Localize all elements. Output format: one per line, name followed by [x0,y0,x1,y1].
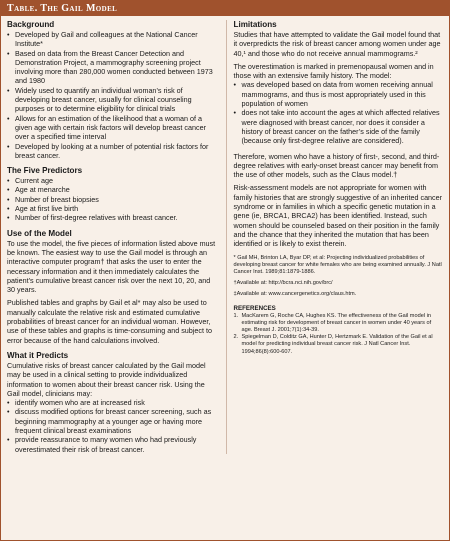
list-item: • Age at menarche [7,185,219,194]
list-item: • Age at first live birth [7,204,219,213]
limitations-list [234,80,444,145]
use-heading: Use of the Model [7,228,72,238]
table-title: Table. The Gail Model [1,1,449,16]
list-item: • discuss modified options for breast cancer screening, such as beginning mammography at a younger age or having more frequent clinical breast examinations [7,407,219,435]
use-paragraph-1: To use the model, the five pieces of information listed above must be known. The easiest way to use the Gail model is through an interactive computer program† that asks the user to enter the necessary information and it then immediately calculates the patient’s cumulative breast cancer risk over the next 10, 20, and 30 years. [7,238,216,295]
list-item: • Developed by Gail and colleagues at the National Cancer Institute* [7,30,219,49]
list-item: • Number of first-degree relatives with breast cancer. [7,213,219,222]
predicts-heading: What it Predicts [7,350,69,360]
list-item: • Allows for an estimation of the likelihood that a woman of a given age with certain risk factors will develop breast cancer over a specified time interval [7,114,219,142]
footnotes [234,255,444,299]
limitations-heading: Limitations [233,20,277,29]
footnote: ‡Available at: www.cancergenetics.org/claus.htm. [233,291,357,298]
predictors-heading: The Five Predictors [7,166,83,176]
list-item: • identify women who are at increased risk [7,398,219,407]
limitations-paragraph-3: Therefore, women who have a history of first-, second, and third-degree relatives with early-onset breast cancer may benefit from the use of other models, such as the Claus model.† [233,151,440,180]
left-column [7,20,227,454]
list-item: • provide reassurance to many women who had previously overestimated their risk of breast cancer. [7,435,219,454]
footnote: * Gail MH, Brinton LA, Byar DP, et al: Projecting individualized probabilities of developing breast cancer for white females who are being examined annually. J Natl Cancer Inst. 1989;81:1879-1886. [233,254,442,275]
footnote: †Available at: http://bcra.nci.nih.gov/brc/ [233,280,333,287]
predicts-list [7,398,219,454]
list-item: • does not take into account the ages at which affected relatives were diagnosed with breast cancer, nor does it consider a history of breast cancer on the father’s side of the family (because only first-degree relative are considered). [234,108,444,145]
list-item: • Developed by looking at a number of potential risk factors for breast cancer. [7,142,219,161]
list-item: • was developed based on data from women receiving annual mammograms, and thus is most appropriately used in this population of women [234,80,444,108]
reference-item: Spiegelman D, Colditz GA, Hunter D, Hertzmark E. Validation of the Gail et al model for predicting individual breast cancer risk. J Natl Cancer Inst. 1994;86(8):600-607. [241,334,433,355]
list-item: • Based on data from the Breast Cancer Detection and Demonstration Project, a mammography screening project involving more than 280,000 women conducted between 1973 and 1980 [7,49,219,86]
table-columns [1,16,449,454]
background-list [7,30,219,160]
limitations-paragraph-2: The overestimation is marked in premenopausal women and in those with an extensive family history. The model: [233,61,434,81]
predicts-paragraph: Cumulative risks of breast cancer calculated by the Gail model may be used in a clinical setting to provide individualized information to women about their breast cancer risk. Using the Gail model, clinicians may: [7,360,206,398]
limitations-paragraph-4: Risk-assessment models are not appropriate for women with family histories that are strongly suggestive of an inherited cancer syndrome or in families in which a specific genetic mutation in a gene (ie, BRCA1, BRCA2) has been identified. Instead, such women should be counseled based on their position in the family and the chance that they inherited the mutation that has been identified or is likely to exist therein. [233,183,443,249]
use-paragraph-2: Published tables and graphs by Gail et al* may also be used to manually calculate the relative risk and estimated cumulative probabilities of breast cancer for an individual woman. However, use of these tables and graphs is time-consuming and subject to error because of the hand calculations involved. [7,298,212,345]
list-item: • Number of breast biopsies [7,195,219,204]
list-item: • Current age [7,176,219,185]
list-item: • Widely used to quantify an individual woman’s risk of developing breast cancer, usually for clinical counseling purposes or to determine eligibility for clinical trials [7,86,219,114]
references-heading: REFERENCES [233,304,276,312]
predictors-list [7,176,219,222]
right-column [227,20,444,454]
limitations-paragraph-1: Studies that have attempted to validate the Gail model found that it overpredicts the risk of breast cancer among women under age 40,¹ and those who do not receive annual mammograms.² [233,30,441,58]
references [234,305,444,356]
background-heading: Background [7,20,55,29]
reference-item: MacKarem G, Roche CA, Hughes KS. The effectiveness of the Gail model in estimating risk for development of breast cancer in women under 40 years of age. Breast J. 2001;7(1):34-39. [241,312,432,333]
references-list [234,313,444,356]
